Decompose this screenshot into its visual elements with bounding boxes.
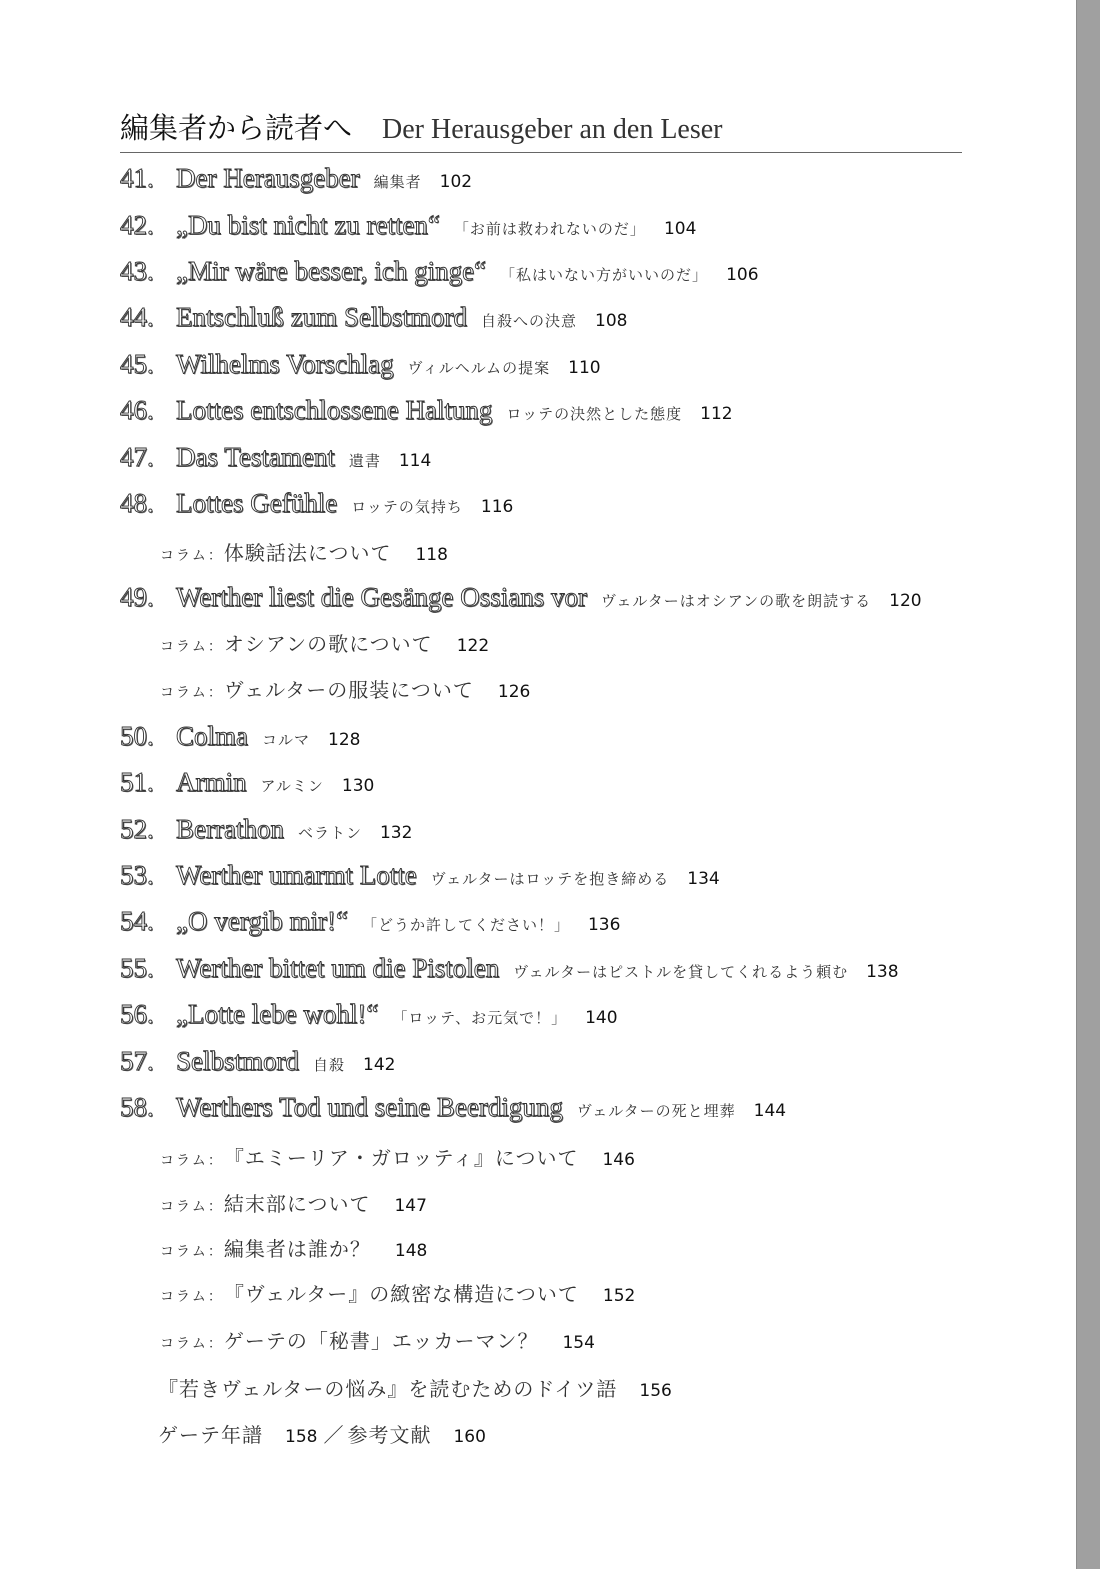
entry-page: 114 xyxy=(398,451,432,471)
column-prefix: コラム： xyxy=(160,1153,224,1169)
entry-number: 58. xyxy=(120,1092,154,1122)
column-page: 152 xyxy=(602,1286,636,1306)
entry-page: 106 xyxy=(726,265,759,285)
entry-page: 144 xyxy=(753,1101,787,1121)
appendix-title: 『若きヴェルターの悩み』を読むためのドイツ語 xyxy=(158,1377,618,1401)
entry-title-de: Selbstmord xyxy=(176,1046,300,1076)
entry-title-de: Werther bittet um die Pistolen xyxy=(176,953,500,983)
column-prefix: コラム： xyxy=(160,1336,224,1352)
toc-column-entry[interactable] xyxy=(160,1233,427,1262)
entry-number: 44. xyxy=(120,302,154,332)
entry-title-ja: ヴェルターはロッテを抱き締める xyxy=(430,870,670,888)
entry-number: 50. xyxy=(120,721,154,751)
toc-entry-48[interactable] xyxy=(120,488,513,519)
entry-number: 48. xyxy=(120,488,154,518)
column-page: 146 xyxy=(602,1150,635,1170)
column-page: 118 xyxy=(415,545,448,565)
chronology-page: 158 xyxy=(285,1427,318,1447)
entry-title-de: Berrathon xyxy=(176,814,284,844)
entry-number: 45. xyxy=(120,349,154,379)
entry-title-de: Wilhelms Vorschlag xyxy=(176,349,394,379)
toc-column-entry[interactable] xyxy=(160,674,530,703)
column-page: 147 xyxy=(394,1196,427,1216)
toc-column-entry[interactable] xyxy=(160,628,489,657)
entry-number: 42. xyxy=(120,210,154,240)
entry-number: 55. xyxy=(120,953,154,983)
toc-entry-51[interactable] xyxy=(120,767,374,798)
toc-entry-53[interactable] xyxy=(120,860,720,891)
entry-title-de: Entschluß zum Selbstmord xyxy=(176,302,467,332)
entry-title-de: Das Testament xyxy=(176,442,335,472)
column-prefix: コラム： xyxy=(160,685,224,701)
entry-number: 52. xyxy=(120,814,154,844)
entry-number: 41. xyxy=(120,163,154,193)
entry-title-ja: 「ロッテ、お元気で！」 xyxy=(392,1009,568,1027)
toc-entry-41[interactable] xyxy=(120,163,472,194)
references-title: 参考文献 xyxy=(347,1423,432,1447)
toc-appendix-chronology-references[interactable] xyxy=(158,1419,486,1448)
entry-number: 56. xyxy=(120,999,154,1029)
toc-column-entry[interactable] xyxy=(160,1278,635,1307)
toc-entry-47[interactable] xyxy=(120,442,431,473)
entry-number: 46. xyxy=(120,395,154,425)
entry-number: 51. xyxy=(120,767,154,797)
column-page: 126 xyxy=(497,682,531,702)
entry-page: 116 xyxy=(480,497,514,517)
toc-entry-57[interactable] xyxy=(120,1046,395,1077)
entry-number: 57. xyxy=(120,1046,154,1076)
column-title: 体験話法について xyxy=(223,541,392,565)
entry-page: 120 xyxy=(889,591,922,611)
entry-page: 142 xyxy=(363,1055,396,1075)
chronology-title: ゲーテ年譜 xyxy=(158,1423,263,1447)
column-title: ゲーテの「秘書」エッカーマン？ xyxy=(223,1329,539,1353)
entry-title-ja: ヴェルターの死と埋葬 xyxy=(576,1102,736,1120)
toc-entry-54[interactable] xyxy=(120,906,620,937)
toc-entry-43[interactable] xyxy=(120,256,759,287)
column-prefix: コラム： xyxy=(160,639,224,655)
toc-entry-55[interactable] xyxy=(120,953,899,984)
toc-entry-44[interactable] xyxy=(120,302,627,333)
entry-number: 47. xyxy=(120,442,154,472)
entry-page: 112 xyxy=(700,404,733,424)
entry-title-ja: ヴェルターはオシアンの歌を朗読する xyxy=(600,592,872,610)
column-title: オシアンの歌について xyxy=(223,632,433,656)
entry-title-ja: 「どうか許してください！」 xyxy=(361,916,570,934)
column-title: ヴェルターの服装について xyxy=(223,678,474,702)
entry-title-ja: ヴェルターはピストルを貸してくれるよう頼む xyxy=(513,963,849,981)
entry-title-de: Lottes entschlossene Haltung xyxy=(176,395,493,425)
entry-title-ja: ロッテの気持ち xyxy=(351,498,463,516)
entry-title-de: Werther liest die Gesänge Ossians vor xyxy=(176,582,587,612)
entry-number: 43. xyxy=(120,256,154,286)
entry-title-de: Werther umarmt Lotte xyxy=(176,860,417,890)
toc-entry-45[interactable] xyxy=(120,349,601,380)
toc-entry-42[interactable] xyxy=(120,210,696,241)
entry-page: 134 xyxy=(687,869,720,889)
column-title: 『エミーリア・ガロッティ』について xyxy=(223,1146,579,1170)
column-page: 154 xyxy=(562,1333,595,1353)
toc-column-entry[interactable] xyxy=(160,1325,595,1354)
column-page: 122 xyxy=(456,636,490,656)
entry-number: 54. xyxy=(120,906,154,936)
section-header xyxy=(120,106,962,147)
entry-title-de: Der Herausgeber xyxy=(176,163,360,193)
entry-page: 130 xyxy=(341,776,375,796)
entry-title-ja: ロッテの決然とした態度 xyxy=(506,405,683,423)
entry-page: 132 xyxy=(379,823,413,843)
column-prefix: コラム： xyxy=(160,1244,224,1260)
page-edge-bar xyxy=(1076,0,1100,1569)
entry-title-de: „Du bist nicht zu retten“ xyxy=(176,210,440,240)
toc-appendix-german-guide[interactable] xyxy=(158,1373,672,1402)
entry-title-ja: 自殺 xyxy=(313,1056,346,1074)
entry-page: 102 xyxy=(439,172,473,192)
entry-page: 108 xyxy=(595,311,628,331)
entry-title-de: Werthers Tod und seine Beerdigung xyxy=(176,1092,563,1122)
toc-entry-50[interactable] xyxy=(120,721,360,752)
entry-title-ja: 「私はいない方がいいのだ」 xyxy=(500,266,709,284)
toc-entry-52[interactable] xyxy=(120,814,412,845)
toc-entry-49[interactable] xyxy=(120,582,922,613)
toc-column-entry[interactable] xyxy=(160,1142,635,1171)
entry-title-de: „Mir wäre besser, ich ginge“ xyxy=(176,256,487,286)
entry-title-de: Colma xyxy=(176,721,248,751)
column-prefix: コラム： xyxy=(160,1199,224,1215)
entry-page: 128 xyxy=(328,730,361,750)
entry-title-ja: 「お前は救われないのだ」 xyxy=(453,220,646,238)
toc-column-entry[interactable] xyxy=(160,1188,427,1217)
entry-title-de: Armin xyxy=(176,767,247,797)
entry-title-ja: 遺書 xyxy=(348,452,381,470)
entry-title-de: „O vergib mir!“ xyxy=(176,906,348,936)
section-divider xyxy=(120,152,962,153)
toc-entry-46[interactable] xyxy=(120,395,733,426)
column-title: 結末部について xyxy=(223,1192,371,1216)
toc-entry-56[interactable] xyxy=(120,999,618,1030)
column-title: 『ヴェルター』の緻密な構造について xyxy=(223,1282,579,1306)
entry-page: 110 xyxy=(568,358,601,378)
column-title: 編集者は誰か？ xyxy=(223,1237,371,1261)
references-page: 160 xyxy=(453,1427,486,1447)
entry-title-ja: コルマ xyxy=(262,731,311,749)
section-title-de: Der Herausgeber an den Leser xyxy=(382,114,723,145)
entry-page: 138 xyxy=(866,962,899,982)
toc-column-entry[interactable] xyxy=(160,537,448,566)
entry-title-ja: ヴィルヘルムの提案 xyxy=(407,359,551,377)
entry-title-ja: アルミン xyxy=(260,777,324,795)
entry-number: 49. xyxy=(120,582,154,612)
entry-title-de: Lottes Gefühle xyxy=(176,488,338,518)
entry-title-ja: 自殺への決意 xyxy=(480,312,577,330)
entry-title-de: „Lotte lebe wohl!“ xyxy=(176,999,379,1029)
section-title-ja: 編集者から読者へ xyxy=(120,111,353,145)
column-prefix: コラム： xyxy=(160,1289,224,1305)
appendix-page: 156 xyxy=(639,1381,672,1401)
entry-page: 104 xyxy=(663,219,697,239)
entry-title-ja: ベラトン xyxy=(297,824,362,842)
entry-page: 136 xyxy=(587,915,621,935)
column-prefix: コラム： xyxy=(160,548,224,564)
separator-slash: ／ xyxy=(323,1423,344,1447)
entry-page: 140 xyxy=(585,1008,618,1028)
column-page: 148 xyxy=(394,1241,428,1261)
entry-title-ja: 編集者 xyxy=(373,173,422,191)
toc-entry-58[interactable] xyxy=(120,1092,786,1123)
entry-number: 53. xyxy=(120,860,154,890)
